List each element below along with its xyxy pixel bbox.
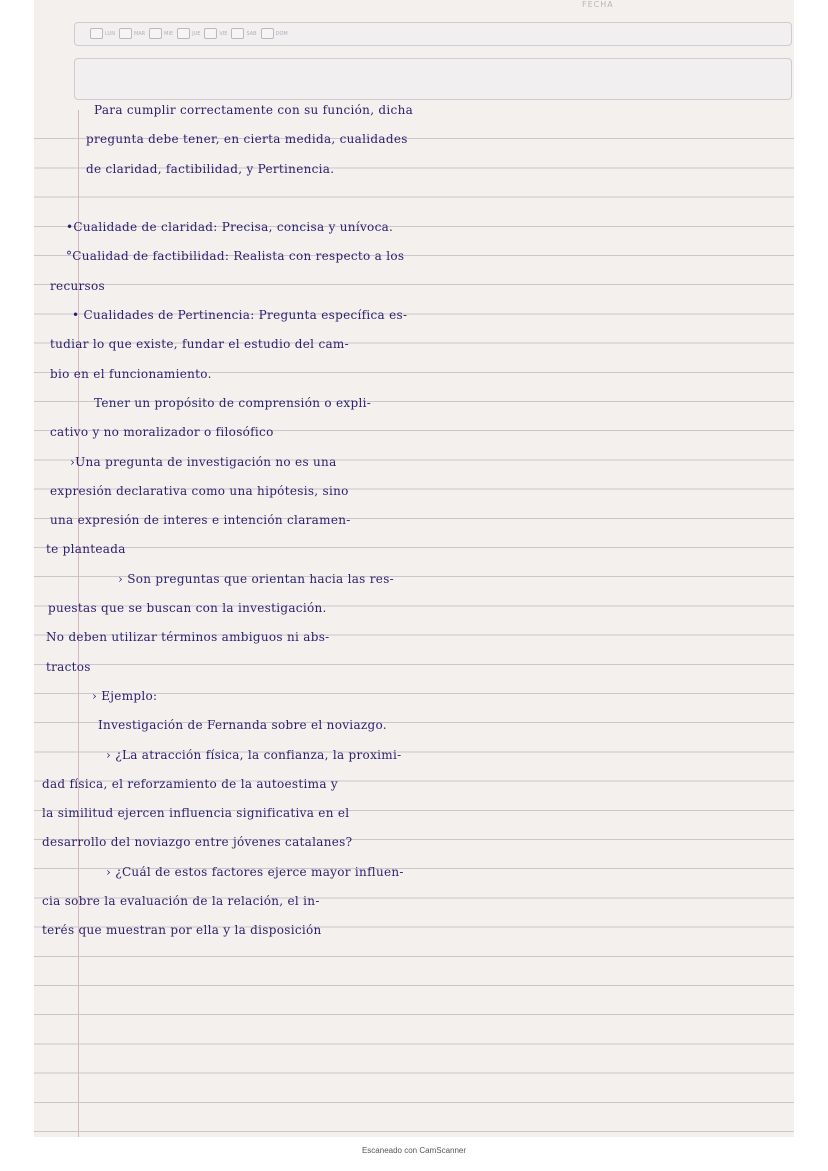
notebook-page (34, 0, 794, 1137)
text-line: Tener un propósito de comprensión o expli- (94, 395, 372, 410)
checkbox-icon (90, 28, 103, 39)
text-line: › Ejemplo: (92, 688, 158, 703)
text-line: No deben utilizar términos ambiguos ni abs- (46, 630, 330, 645)
text-line: • Cualidades de Pertinencia: Pregunta específica es- (72, 308, 408, 323)
weekday-selector (90, 28, 288, 39)
text-line: bio en el funcionamiento. (50, 366, 212, 381)
checkbox-icon (204, 28, 217, 39)
text-line: desarrollo del noviazgo entre jóvenes catalanes? (42, 835, 353, 850)
text-line: cia sobre la evaluación de la relación, el in- (42, 894, 320, 909)
text-line: te planteada (46, 542, 126, 557)
text-line: › ¿La atracción física, la confianza, la proximi- (106, 747, 402, 762)
weekday-vie: VIE (204, 28, 227, 39)
text-line: Investigación de Fernanda sobre el noviazgo. (98, 718, 387, 733)
checkbox-icon (231, 28, 244, 39)
text-line: tractos (46, 659, 91, 674)
text-line: dad física, el reforzamiento de la autoestima y (42, 776, 338, 791)
weekday-mie: MIE (149, 28, 173, 39)
checkbox-icon (177, 28, 190, 39)
checkbox-icon (149, 28, 162, 39)
weekday-lun: LUN (90, 28, 115, 39)
text-line: expresión declarativa como una hipótesis, sino (50, 483, 349, 498)
text-line: recursos (50, 278, 105, 293)
text-line: tudiar lo que existe, fundar el estudio del cam- (50, 337, 349, 352)
text-line: terés que muestran por ella y la disposición (42, 923, 322, 938)
text-line: › ¿Cuál de estos factores ejerce mayor influen- (106, 864, 404, 879)
weekday-sab: SAB (231, 28, 256, 39)
weekday-mar: MAR (119, 28, 145, 39)
text-line (34, 184, 794, 213)
weekday-dom: DOM (261, 28, 288, 39)
text-line: de claridad, factibilidad, y Pertinencia. (86, 161, 335, 176)
text-line: puestas que se buscan con la investigación. (48, 601, 327, 616)
checkbox-icon (119, 28, 132, 39)
text-line: una expresión de interes e intención claramen- (50, 513, 351, 528)
text-line: › Son preguntas que orientan hacia las res- (118, 571, 395, 586)
title-field (74, 58, 792, 100)
text-line: pregunta debe tener, en cierta medida, cualidades (86, 132, 408, 147)
weekday-jue: JUE (177, 28, 200, 39)
date-label: FECHA (582, 0, 614, 9)
text-line: la similitud ejercen influencia significativa en el (42, 806, 350, 821)
text-line: Para cumplir correctamente con su función, dicha (94, 103, 414, 117)
text-line: cativo y no moralizador o filosófico (50, 425, 274, 440)
handwritten-text (34, 96, 794, 946)
checkbox-icon (261, 28, 274, 39)
text-line: °Cualidad de factibilidad: Realista con respecto a los (66, 249, 405, 264)
text-line: •Cualidade de claridad: Precisa, concisa y unívoca. (66, 220, 394, 235)
text-line: ›Una pregunta de investigación no es una (70, 454, 337, 469)
scanner-watermark: Escaneado con CamScanner (361, 1146, 467, 1155)
page-header (34, 0, 794, 110)
